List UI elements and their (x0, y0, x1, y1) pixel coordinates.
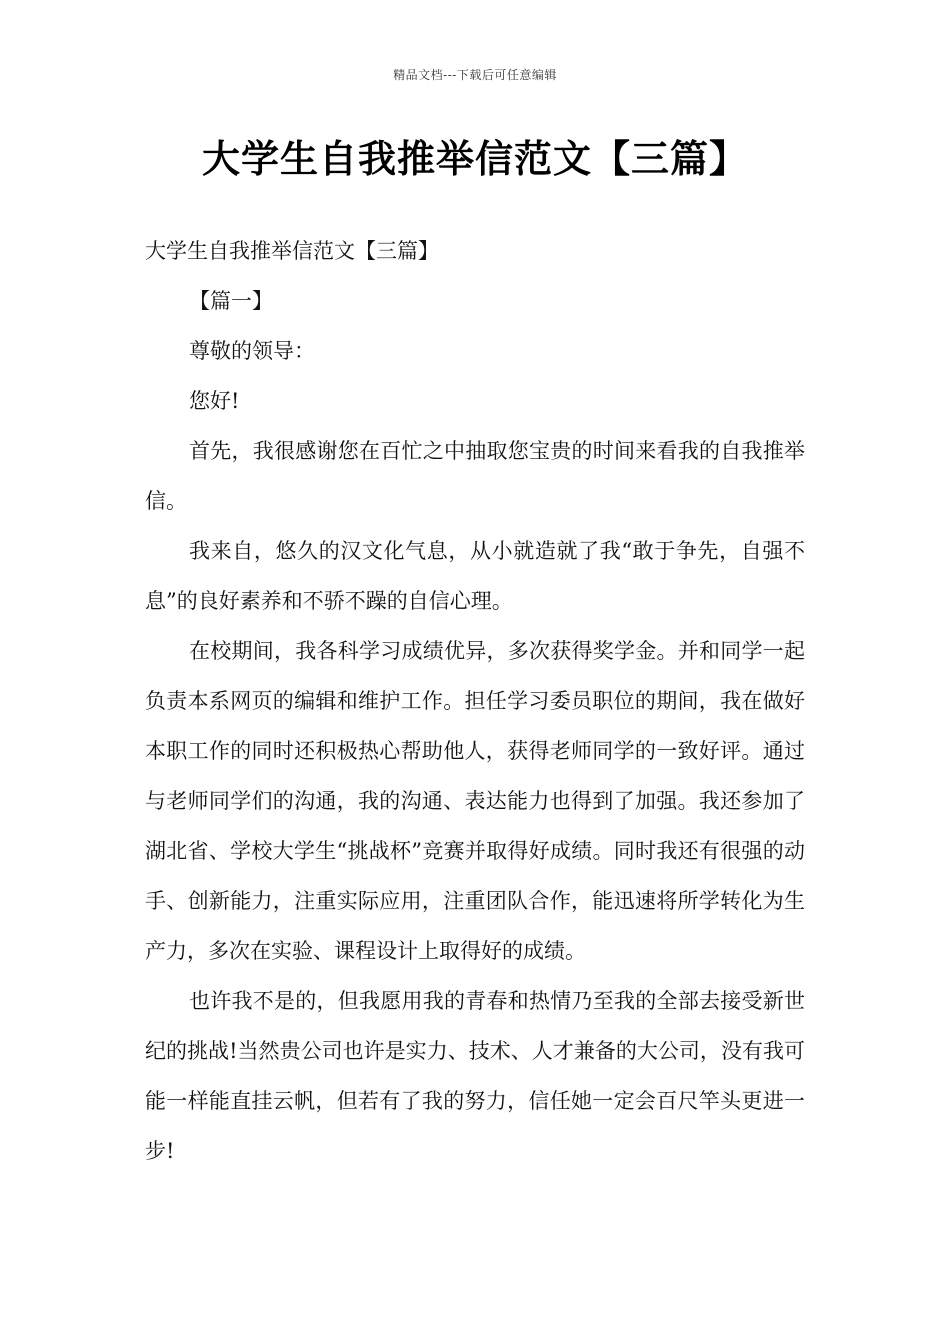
document-body (145, 226, 805, 1176)
body-paragraph: 首先，我很感谢您在百忙之中抽取您宝贵的时间来看我的自我推举信。 (145, 439, 805, 513)
greeting: 您好! (189, 389, 240, 413)
header-note: 精品文档---下载后可任意编辑 (393, 68, 557, 82)
body-paragraph: 大学生自我推举信范文【三篇】 (145, 239, 439, 263)
salutation: 尊敬的领导： (189, 339, 315, 363)
document-title: 大学生自我推举信范文【三篇】 (201, 137, 748, 181)
body-paragraph: 在校期间，我各科学习成绩优异，多次获得奖学金。并和同学一起负责本系网页的编辑和维护工作。担任学习委员职位的期间，我在做好本职工作的同时还积极热心帮助他人，获得老师同学的一致好评。通过与老师同学们的沟通，我的沟通、表达能力也得到了加强。我还参加了湖北省、学校大学生“挑战杯”竞赛并取得好成绩。同时我还有很强的动手、创新能力，注重实际应用，注重团队合作，能迅速将所学转化为生产力，多次在实验、课程设计上取得好的成绩。 (145, 639, 805, 963)
body-paragraph: 我来自，悠久的汉文化气息，从小就造就了我“敢于争先，自强不息”的良好素养和不骄不躁的自信心理。 (145, 539, 805, 613)
body-paragraph: 也许我不是的，但我愿用我的青春和热情乃至我的全部去接受新世纪的挑战!当然贵公司也许是实力、技术、人才兼备的大公司，没有我可能一样能直挂云帆，但若有了我的努力，信任她一定会百尺竿头更进一步! (145, 989, 805, 1163)
section-heading: 【篇一】 (189, 289, 273, 313)
